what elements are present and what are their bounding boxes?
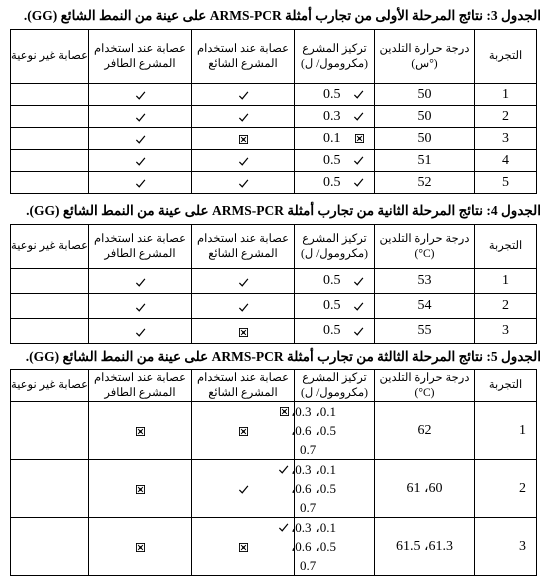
check-icon	[238, 277, 249, 288]
primer-conc-cell	[291, 402, 375, 460]
check-icon	[238, 302, 249, 313]
table3-caption: الجدول 3: نتائج المرحلة الأولى من تجارب أمثلة ARMS-PCR على عينة من النمط الشائع (GG).	[23, 8, 541, 23]
crossed-box-icon	[239, 543, 248, 552]
primer-conc-cell	[291, 460, 375, 518]
trial-number: 3	[475, 319, 537, 344]
primer-conc: 0.1	[323, 130, 341, 146]
primer-conc-value: 0.7	[300, 500, 317, 515]
annealing-temp: 52	[375, 172, 475, 194]
trial-number: 4	[475, 150, 537, 172]
common-primer-band	[192, 128, 295, 150]
check-icon	[238, 484, 249, 495]
mutant-primer-band	[89, 84, 192, 106]
primer-conc-cell	[291, 518, 375, 576]
common-primer-band	[192, 294, 295, 319]
col-header-mutant-primer-band: عصابة عند استخدام المشرع الطافر	[89, 370, 192, 402]
check-icon	[353, 276, 364, 287]
table4-caption: الجدول 4: نتائج المرحلة الثانية من تجارب أمثلة ARMS-PCR على عينة من النمط الشائع (GG).	[26, 203, 541, 218]
mutant-primer-band	[89, 128, 192, 150]
col-header-common-primer-band: عصابة عند استخدام المشرع الشائع	[192, 225, 295, 269]
table5-caption: الجدول 5: نتائج المرحلة الثالثة من تجارب أمثلة ARMS-PCR على عينة من النمط الشائع (GG).	[25, 349, 541, 364]
col-header-common-primer-band: عصابة عند استخدام المشرع الشائع	[192, 30, 295, 84]
primer-conc: 0.5	[323, 273, 341, 288]
trial-number: 1	[475, 269, 537, 294]
nonspecific-band	[11, 172, 89, 194]
trial-number: 2	[475, 294, 537, 319]
primer-conc-value: 0.6،	[291, 423, 312, 438]
nonspecific-band	[11, 106, 89, 128]
annealing-temp: 62	[375, 402, 475, 460]
primer-conc: 0.5	[323, 152, 341, 168]
primer-conc-cell	[295, 128, 375, 150]
primer-conc: 0.5	[323, 86, 341, 102]
col-header-primer-conc: تركيز المشرع (مكرومول/ ل)	[295, 225, 375, 269]
primer-conc-cell	[295, 269, 375, 294]
check-icon	[278, 522, 289, 533]
primer-conc-value: 0.5،	[315, 481, 336, 496]
primer-conc-cell	[295, 84, 375, 106]
trial-number: 2	[475, 106, 537, 128]
col-header-annealing-temp: درجة حرارة التلدين (C°)	[375, 225, 475, 269]
mutant-primer-band	[89, 294, 192, 319]
check-icon	[135, 302, 146, 313]
col-header-annealing-temp: درجة حرارة التلدين (°س)	[375, 30, 475, 84]
primer-conc-value: 0.3،	[291, 520, 312, 535]
annealing-temp: 61.3، 61.5	[375, 518, 475, 576]
mutant-primer-band	[89, 402, 192, 460]
trial-number: 2	[475, 460, 537, 518]
check-icon	[353, 326, 364, 337]
common-primer-band	[192, 402, 295, 460]
col-header-mutant-primer-band: عصابة عند استخدام المشرع الطافر	[89, 225, 192, 269]
common-primer-band	[192, 172, 295, 194]
col-header-primer-conc: تركيز المشرع (مكرومول/ ل)	[295, 30, 375, 84]
nonspecific-band	[11, 294, 89, 319]
check-icon	[353, 155, 364, 166]
check-icon	[353, 111, 364, 122]
check-icon	[135, 134, 146, 145]
col-header-common-primer-band: عصابة عند استخدام المشرع الشائع	[192, 370, 295, 402]
nonspecific-band	[11, 402, 89, 460]
col-header-annealing-temp: درجة حرارة التلدين (C°)	[375, 370, 475, 402]
check-icon	[238, 178, 249, 189]
table-row	[11, 518, 537, 576]
table-row	[11, 460, 537, 518]
primer-conc-cell	[295, 150, 375, 172]
nonspecific-band	[11, 84, 89, 106]
primer-conc: 0.5	[323, 323, 341, 338]
trial-number: 3	[475, 128, 537, 150]
nonspecific-band	[11, 150, 89, 172]
table-row	[11, 128, 537, 150]
nonspecific-band	[11, 518, 89, 576]
primer-conc: 0.5	[323, 298, 341, 313]
crossed-box-icon	[136, 485, 145, 494]
crossed-box-icon	[239, 135, 248, 144]
mutant-primer-band	[89, 150, 192, 172]
check-icon	[135, 178, 146, 189]
col-header-nonspecific-band: عصابة غير نوعية	[11, 225, 89, 269]
table4	[10, 224, 537, 344]
mutant-primer-band	[89, 269, 192, 294]
table3	[10, 29, 537, 194]
common-primer-band	[192, 150, 295, 172]
primer-conc-value: 0.5،	[315, 423, 336, 438]
trial-number: 1	[475, 402, 537, 460]
common-primer-band	[192, 106, 295, 128]
table5	[10, 369, 537, 576]
table-row	[11, 269, 537, 294]
check-icon	[135, 277, 146, 288]
col-header-nonspecific-band: عصابة غير نوعية	[11, 30, 89, 84]
annealing-temp: 60، 61	[375, 460, 475, 518]
primer-conc-value: 0.6،	[291, 481, 312, 496]
primer-conc-value: 0.1،	[315, 462, 336, 477]
primer-conc-cell	[295, 172, 375, 194]
annealing-temp: 50	[375, 84, 475, 106]
trial-number: 5	[475, 172, 537, 194]
primer-conc-value: 0.5،	[315, 539, 336, 554]
annealing-temp: 54	[375, 294, 475, 319]
common-primer-band	[192, 319, 295, 344]
primer-conc: 0.3	[323, 108, 341, 124]
common-primer-band	[192, 84, 295, 106]
primer-conc-value: 0.1،	[315, 520, 336, 535]
check-icon	[353, 89, 364, 100]
mutant-primer-band	[89, 319, 192, 344]
mutant-primer-band	[89, 460, 192, 518]
check-icon	[135, 90, 146, 101]
table-row	[11, 319, 537, 344]
table-row	[11, 172, 537, 194]
col-header-mutant-primer-band: عصابة عند استخدام المشرع الطافر	[89, 30, 192, 84]
primer-conc-value: 0.1،	[315, 404, 336, 419]
col-header-trial: التجربة	[475, 30, 537, 84]
col-header-trial: التجربة	[475, 225, 537, 269]
table-row	[11, 106, 537, 128]
check-icon	[238, 90, 249, 101]
check-icon	[135, 327, 146, 338]
trial-number: 3	[475, 518, 537, 576]
crossed-box-icon	[355, 134, 364, 143]
annealing-temp: 51	[375, 150, 475, 172]
annealing-temp: 50	[375, 128, 475, 150]
annealing-temp: 53	[375, 269, 475, 294]
primer-conc: 0.5	[323, 174, 341, 190]
primer-conc-value: 0.6،	[291, 539, 312, 554]
nonspecific-band	[11, 269, 89, 294]
mutant-primer-band	[89, 172, 192, 194]
nonspecific-band	[11, 128, 89, 150]
mutant-primer-band	[89, 518, 192, 576]
check-icon	[135, 112, 146, 123]
crossed-box-icon	[239, 427, 248, 436]
crossed-box-icon	[239, 328, 248, 337]
table-row	[11, 84, 537, 106]
crossed-box-icon	[136, 427, 145, 436]
table-row	[11, 294, 537, 319]
nonspecific-band	[11, 319, 89, 344]
col-header-trial: التجربة	[475, 370, 537, 402]
col-header-primer-conc: تركيز المشرع (مكرومول/ ل)	[295, 370, 375, 402]
crossed-box-icon	[280, 407, 289, 416]
primer-conc-value: 0.3،	[291, 462, 312, 477]
primer-conc-cell	[295, 294, 375, 319]
common-primer-band	[192, 269, 295, 294]
crossed-box-icon	[136, 543, 145, 552]
check-icon	[353, 301, 364, 312]
col-header-nonspecific-band: عصابة غير نوعية	[11, 370, 89, 402]
primer-conc-value: 0.3،	[291, 404, 312, 419]
primer-conc-value: 0.7	[300, 442, 317, 457]
table-row	[11, 402, 537, 460]
primer-conc-cell	[295, 106, 375, 128]
check-icon	[238, 112, 249, 123]
annealing-temp: 50	[375, 106, 475, 128]
check-icon	[278, 464, 289, 475]
table-row	[11, 150, 537, 172]
check-icon	[135, 156, 146, 167]
mutant-primer-band	[89, 106, 192, 128]
primer-conc-cell	[295, 319, 375, 344]
trial-number: 1	[475, 84, 537, 106]
primer-conc-value: 0.7	[300, 558, 317, 573]
check-icon	[238, 156, 249, 167]
check-icon	[353, 177, 364, 188]
nonspecific-band	[11, 460, 89, 518]
annealing-temp: 55	[375, 319, 475, 344]
